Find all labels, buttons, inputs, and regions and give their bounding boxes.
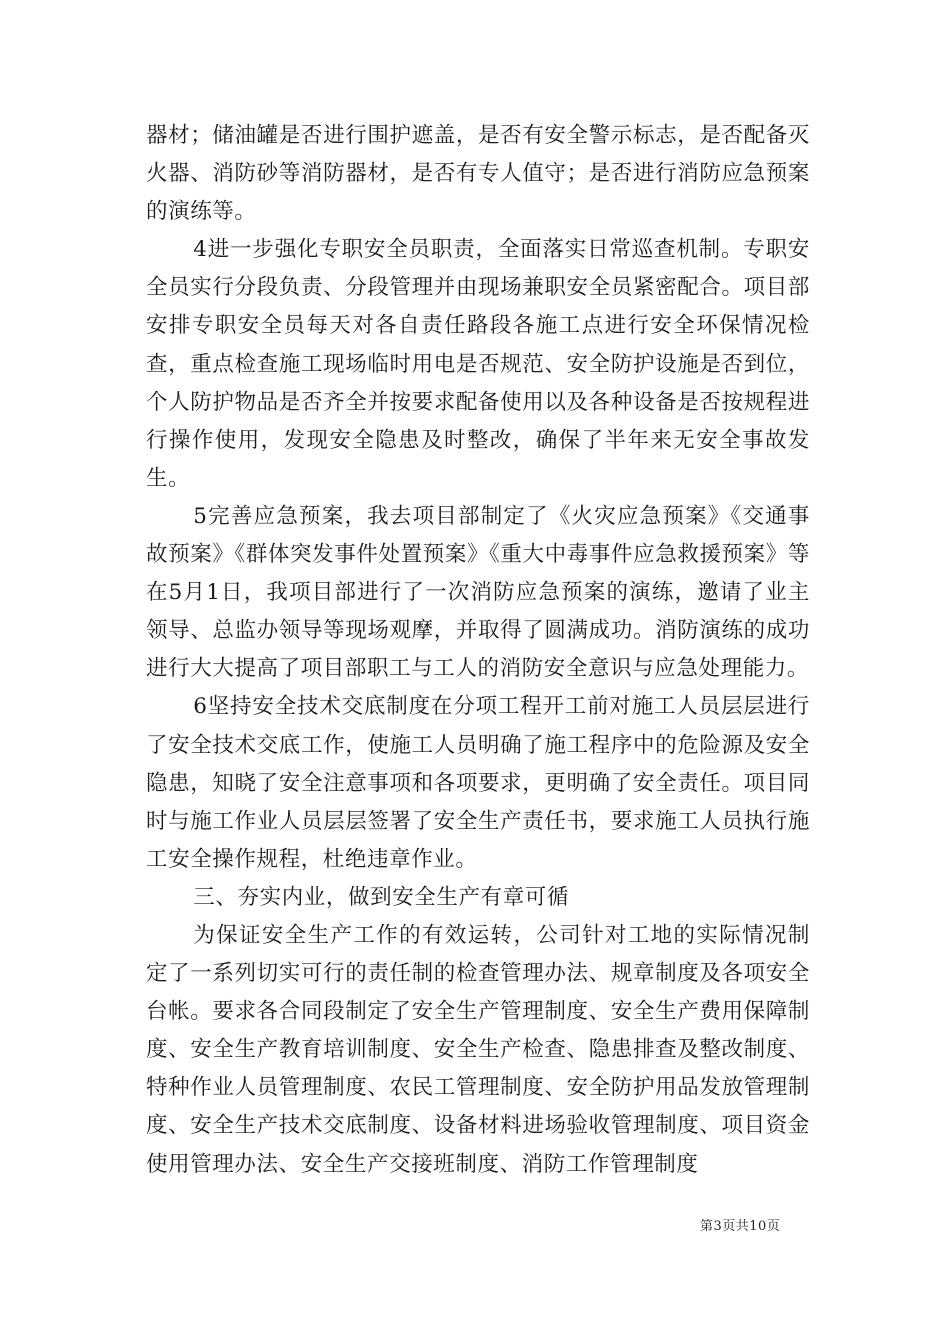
paragraph-internal-work: 为保证安全生产工作的有效运转，公司针对工地的实际情况制定了一系列切实可行的责任制的检查管理办法、规章制度及各项安全台帐。要求各合同段制定了安全生产管理制度、安全生产费用保障制度、安全生产教育培训制度、安全生产检查、隐患排查及整改制度、特种作业人员管理制度、农民工管理制度、安全防护用品发放管理制度、安全生产技术交底制度、设备材料进场验收管理制度、项目资金使用管理办法、安全生产交接班制度、消防工作管理制度 bbox=[146, 922, 810, 1177]
body-text bbox=[146, 117, 810, 1184]
page-number-footer: 第3页共10页 bbox=[700, 1219, 781, 1234]
paragraph-fire-equipment: 器材；储油罐是否进行围护遮盖，是否有安全警示标志，是否配备灭火器、消防砂等消防器材，是否有专人值守；是否进行消防应急预案的演练等。 bbox=[146, 123, 810, 225]
paragraph-item-6: 6坚持安全技术交底制度在分项工程开工前对施工人员层层进行了安全技术交底工作，使施工人员明确了施工程序中的危险源及安全隐患，知晓了安全注意事项和各项要求，更明确了安全责任。项目同时与施工作业人员层层签署了安全生产责任书，要求施工人员执行施工安全操作规程，杜绝违章作业。 bbox=[146, 694, 810, 872]
paragraph-item-5: 5完善应急预案，我去项目部制定了《火灾应急预案》《交通事故预案》《群体突发事件处置预案》《重大中毒事件应急救援预案》等在5月1日，我项目部进行了一次消防应急预案的演练，邀请了业主领导、总监办领导等现场观摩，并取得了圆满成功。消防演练的成功进行大大提高了项目部职工与工人的消防安全意识与应急处理能力。 bbox=[146, 503, 810, 682]
paragraph-item-4: 4进一步强化专职安全员职责，全面落实日常巡查机制。专职安全员实行分段负责、分段管理并由现场兼职安全员紧密配合。项目部安排专职安全员每天对各自责任路段各施工点进行安全环保情况检查，重点检查施工现场临时用电是否规范、安全防护设施是否到位，个人防护物品是否齐全并按要求配备使用以及各种设备是否按规程进行操作使用，发现安全隐患及时整改，确保了半年来无安全事故发生。 bbox=[146, 237, 810, 491]
section-heading-three: 三、夯实内业，做到安全生产有章可循 bbox=[193, 884, 569, 910]
